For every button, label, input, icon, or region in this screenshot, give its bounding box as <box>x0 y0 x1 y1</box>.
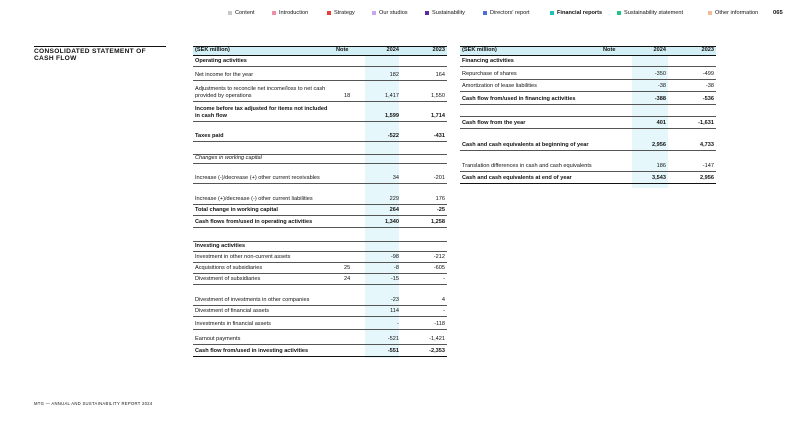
table-row: Divestment of financial assets 114 - <box>193 306 447 317</box>
nav-marker-icon <box>425 11 429 15</box>
table-row: Cash flow from the year 401 -1,631 <box>460 116 716 129</box>
page-number: 065 <box>773 10 783 16</box>
table-row: Translation differences in cash and cash equivalents 186 -147 <box>460 151 716 172</box>
table-row: Amortization of lease liabilities -38 -38 <box>460 80 716 92</box>
table-row: Operating activities <box>193 57 447 67</box>
table-row: Changes in working capital <box>193 154 447 164</box>
table-row: Increase (-)/decrease (+) other current receivables 34 -201 <box>193 164 447 184</box>
table-row: Divestment of investments in other companies -23 4 <box>193 285 447 306</box>
table-row: Cash and cash equivalents at beginning of year 2,956 4,733 <box>460 129 716 151</box>
nav-item-sustainability-statement[interactable]: Sustainability statement <box>617 10 683 16</box>
table-row: Acquisitions of subsidiaries 25 -8 -605 <box>193 263 447 274</box>
table-row: Cash flow from/used in investing activities -551 -2,353 <box>193 345 447 357</box>
table-row: Cash and cash equivalents at end of year 3,543 2,956 <box>460 172 716 184</box>
header-note: Note <box>603 47 616 53</box>
nav-item-directors-report[interactable]: Directors' report <box>483 10 530 16</box>
nav-marker-icon <box>617 11 621 15</box>
table-row: Net income for the year 182 164 <box>193 67 447 81</box>
table-row: Income before tax adjusted for items not included in cash flow 1,599 1,714 <box>193 102 447 122</box>
nav-item-content[interactable]: Content <box>228 10 255 16</box>
nav-marker-icon <box>550 11 554 15</box>
table-row: Investment in other non-current assets -98 -212 <box>193 252 447 263</box>
header-note: Note <box>336 47 349 53</box>
nav-item-introduction[interactable]: Introduction <box>272 10 308 16</box>
table-row: Adjustments to reconcile net income/loss to net cash provided by operations 18 1,417 1,550 <box>193 81 447 102</box>
header-2024: 2024 <box>386 47 399 53</box>
header-2023: 2023 <box>432 47 445 53</box>
nav-item-strategy[interactable]: Strategy <box>327 10 355 16</box>
nav-marker-icon <box>708 11 712 15</box>
nav-marker-icon <box>372 11 376 15</box>
nav-marker-icon <box>327 11 331 15</box>
nav-marker-icon <box>272 11 276 15</box>
table-row: Cash flows from/used in operating activities 1,340 1,258 <box>193 216 447 228</box>
table-row: Increase (+)/decrease (-) other current liabilities 229 176 <box>193 184 447 205</box>
table-row: Earnout payments -521 -1,421 <box>193 330 447 345</box>
table-row: Financing activities <box>460 57 716 67</box>
table-row: Investing activities <box>193 241 447 252</box>
table-header <box>193 46 447 56</box>
table-header <box>460 46 716 56</box>
section-title: CONSOLIDATED STATEMENT OF CASH FLOW <box>34 46 166 62</box>
cash-flow-table-left <box>193 46 447 358</box>
nav-item-other-information[interactable]: Other information <box>708 10 758 16</box>
top-navigation <box>0 10 800 20</box>
table-row: Repurchase of shares -350 -499 <box>460 67 716 80</box>
nav-marker-icon <box>228 11 232 15</box>
nav-item-financial-reports[interactable]: Financial reports <box>550 10 602 16</box>
nav-marker-icon <box>483 11 487 15</box>
table-row: Investments in financial assets - -118 <box>193 317 447 330</box>
table-row: Divestment of subsidiaries 24 -15 - <box>193 274 447 285</box>
report-footer: MTG — ANNUAL AND SUSTAINABILITY REPORT 2024 <box>34 401 153 406</box>
header-2024: 2024 <box>653 47 666 53</box>
table-row: Cash flow from/used in financing activities -388 -536 <box>460 92 716 105</box>
cash-flow-table-right <box>460 46 716 188</box>
table-row: Total change in working capital 264 -25 <box>193 205 447 216</box>
header-label: (SEK million) <box>195 47 230 53</box>
header-2023: 2023 <box>701 47 714 53</box>
nav-item-sustainability[interactable]: Sustainability <box>425 10 465 16</box>
nav-item-our-studios[interactable]: Our studios <box>372 10 408 16</box>
table-row: Taxes paid -522 -431 <box>193 129 447 142</box>
header-label: (SEK million) <box>462 47 497 53</box>
